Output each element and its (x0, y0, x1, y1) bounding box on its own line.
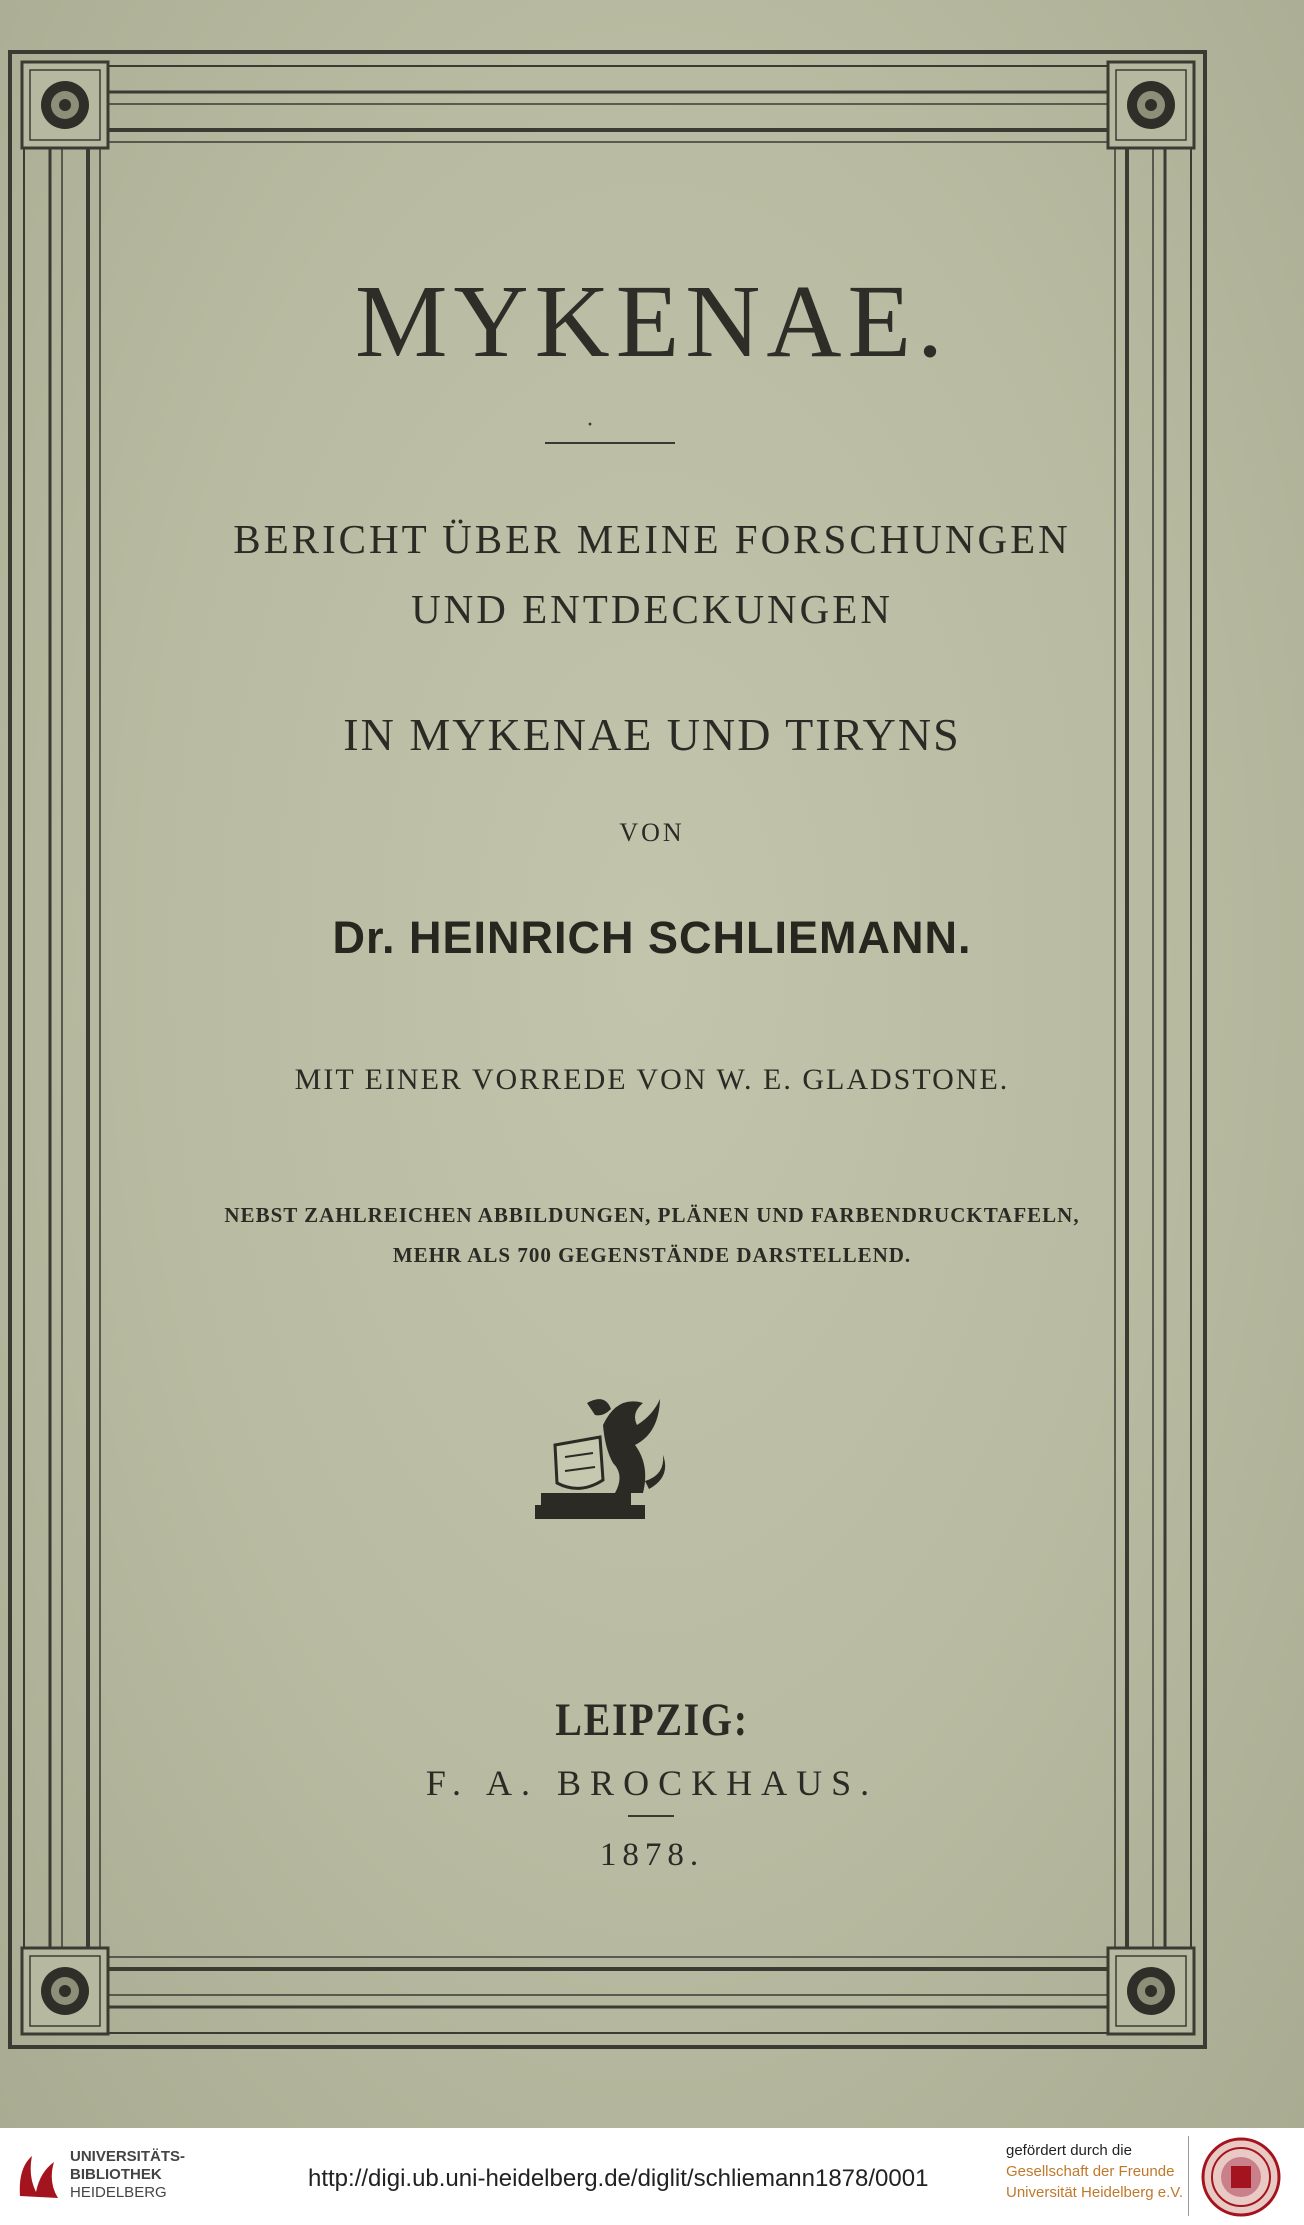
viewer-footer (0, 2128, 1304, 2225)
sponsor-by-label: gefördert durch die (1006, 2142, 1132, 2159)
subtitle-line-3: IN MYKENAE UND TIRYNS (343, 709, 961, 760)
publication-city: LEIPZIG: (555, 1694, 749, 1746)
illustrations-note-line-2: MEHR ALS 700 GEGENSTÄNDE DARSTELLEND. (392, 1243, 912, 1267)
library-name-line-1: UNIVERSITÄTS- (70, 2148, 186, 2165)
author-name: Dr. HEINRICH SCHLIEMANN. (332, 912, 972, 963)
library-name (70, 2148, 185, 2202)
year-divider (628, 1815, 674, 1817)
title-divider (545, 442, 675, 444)
subtitle-line-1: BERICHT ÜBER MEINE FORSCHUNGEN (233, 516, 1071, 562)
by-label: VON (619, 818, 685, 847)
university-library-logo-icon (14, 2148, 64, 2204)
library-name-line-3: HEIDELBERG (70, 2184, 167, 2201)
publication-year: 1878. (599, 1837, 705, 1873)
document-url[interactable]: http://digi.ub.uni-heidelberg.de/diglit/schliemann1878/0001 (308, 2165, 929, 2192)
sponsor-credit (1006, 2140, 1183, 2203)
book-title: MYKENAE. (355, 264, 949, 379)
preface-note: MIT EINER VORREDE VON W. E. GLADSTONE. (294, 1063, 1010, 1096)
illustrations-note-line-1: NEBST ZAHLREICHEN ABBILDUNGEN, PLÄNEN UND FARBENDRUCKTAFELN, (224, 1203, 1080, 1227)
footer-divider (1188, 2136, 1189, 2216)
sponsor-org-line-1: Gesellschaft der Freunde (1006, 2163, 1175, 2180)
griffin-printer-mark-icon (525, 1385, 675, 1535)
title-divider-dot: · (586, 412, 594, 438)
publisher-name: F. A. BROCKHAUS. (425, 1763, 879, 1803)
university-seal-icon (1200, 2136, 1282, 2218)
subtitle-line-2: UND ENTDECKUNGEN (411, 586, 893, 632)
library-name-line-2: BIBLIOTHEK (70, 2166, 162, 2183)
sponsor-org-line-2: Universität Heidelberg e.V. (1006, 2184, 1184, 2201)
